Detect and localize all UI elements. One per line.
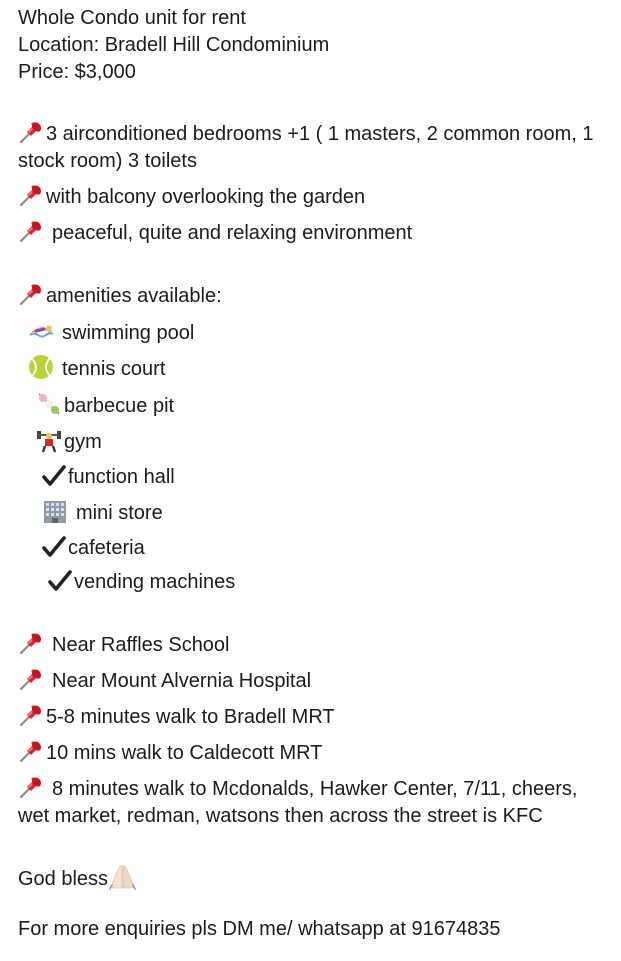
check-mark-icon xyxy=(42,465,66,487)
post-location: Location: Bradell Hill Condominium xyxy=(18,34,330,56)
swimmer-icon xyxy=(28,318,54,344)
nearby-mcdonalds xyxy=(18,774,614,830)
feature-environment xyxy=(18,218,614,247)
pushpin-icon xyxy=(18,119,44,145)
weightlifter-icon xyxy=(36,427,62,453)
nearby-text: Near Mount Alvernia Hospital xyxy=(52,670,312,692)
amenity-gym xyxy=(18,427,614,456)
nearby-bradell-mrt xyxy=(18,702,614,731)
contact-text: For more enquiries pls DM me/ whatsapp at 91674835 xyxy=(18,918,501,940)
dango-skewer-icon xyxy=(36,391,62,417)
amenity-function-hall xyxy=(18,464,614,491)
amenity-label: gym xyxy=(64,431,102,453)
folded-hands-icon xyxy=(108,864,136,890)
nearby-text: 5-8 minutes walk to Bradell MRT xyxy=(46,706,335,728)
amenity-label: barbecue pit xyxy=(64,394,175,417)
closing-text: God bless xyxy=(18,868,109,890)
pushpin-icon xyxy=(18,281,44,307)
contact-line xyxy=(18,916,614,943)
office-building-icon xyxy=(42,498,68,524)
post-body xyxy=(18,5,614,943)
amenity-label: vending machines xyxy=(74,571,236,593)
amenity-label: tennis court xyxy=(62,358,166,380)
amenity-label: function hall xyxy=(68,465,175,488)
nearby-caldecott-mrt xyxy=(18,738,614,767)
amenity-vending-machines xyxy=(18,569,614,596)
amenity-label: cafeteria xyxy=(68,536,145,559)
amenity-tennis-court xyxy=(18,354,614,383)
feature-text: peaceful, quite and relaxing environment xyxy=(52,222,413,244)
post-title: Whole Condo unit for rent xyxy=(18,7,246,29)
amenity-label: mini store xyxy=(76,502,163,524)
pushpin-icon xyxy=(18,666,44,692)
feature-text: 3 airconditioned bedrooms +1 ( 1 masters, 2 common room, 1 stock room) 3 toilets xyxy=(18,123,594,172)
nearby-hospital xyxy=(18,666,614,695)
pushpin-icon xyxy=(18,182,44,208)
pushpin-icon xyxy=(18,738,44,764)
tennis-ball-icon xyxy=(28,354,54,380)
amenity-cafeteria xyxy=(18,535,614,562)
amenities-heading xyxy=(18,281,614,310)
check-mark-icon xyxy=(42,536,66,558)
pushpin-icon xyxy=(18,774,44,800)
feature-balcony xyxy=(18,182,614,211)
post-price: Price: $3,000 xyxy=(18,61,136,83)
feature-bedrooms xyxy=(18,119,614,175)
amenities-heading-text: amenities available: xyxy=(46,285,222,307)
amenity-swimming-pool xyxy=(18,318,614,347)
nearby-text: Near Raffles School xyxy=(52,634,230,656)
check-mark-icon xyxy=(48,570,72,592)
nearby-text: 10 mins walk to Caldecott MRT xyxy=(46,742,323,764)
pushpin-icon xyxy=(18,702,44,728)
amenity-barbecue-pit xyxy=(18,391,614,420)
pushpin-icon xyxy=(18,218,44,244)
pushpin-icon xyxy=(18,630,44,656)
nearby-text: 8 minutes walk to Mcdonalds, Hawker Center, 7/11, cheers, wet market, redman, watsons then across the street is KFC xyxy=(18,778,578,827)
amenity-label: swimming pool xyxy=(62,321,195,344)
nearby-raffles-school xyxy=(18,630,614,659)
closing-line xyxy=(18,864,614,893)
amenity-mini-store xyxy=(18,498,614,527)
feature-text: with balcony overlooking the garden xyxy=(46,186,366,208)
